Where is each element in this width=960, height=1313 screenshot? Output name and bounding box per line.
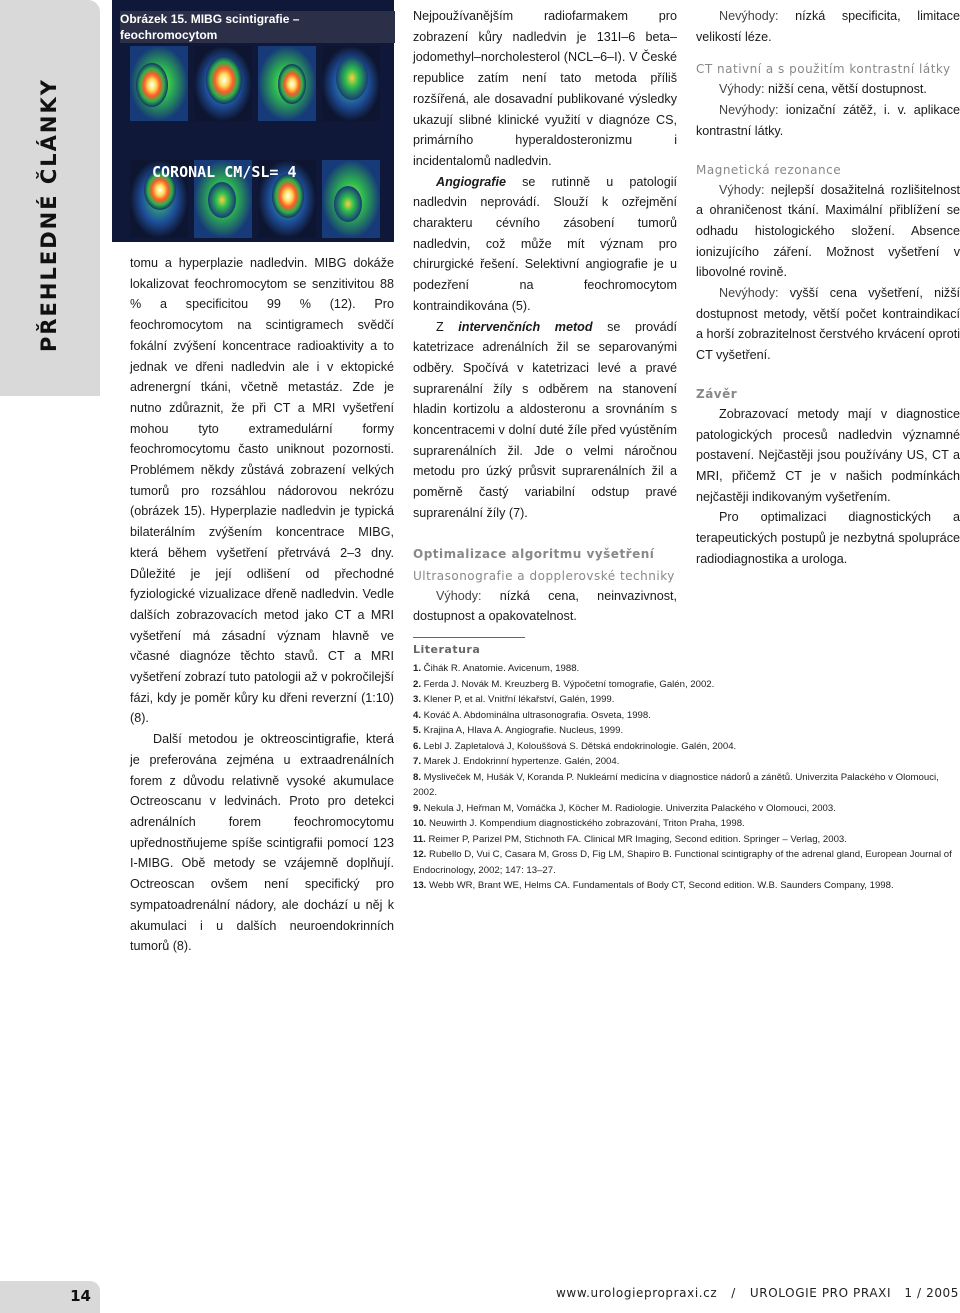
paragraph [696, 6, 960, 47]
section-heading: Závěr [696, 386, 738, 401]
paragraph [413, 317, 677, 524]
reference-number: 7. [413, 756, 422, 767]
label: Nevýhody: [719, 103, 779, 118]
paragraph [696, 79, 960, 100]
references-divider [413, 637, 525, 638]
reference-number: 6. [413, 740, 422, 752]
column-left [130, 253, 394, 957]
paragraph-text: se rutinně u patologií nadledvin neprovádí. Slouží k ozřejmění charakteru cévního zásobení tumorů nadledvin, což může mít význam pro chirurgické řešení. Selektivní angiografie je u podezření na feochromocytom kontraindikována (5). [413, 174, 677, 313]
reference-text: Neuwirth J. Kompendium diagnostického zobrazování, Triton Praha, 1998. [426, 818, 745, 829]
paragraph: Nejpoužívanějším radiofarmakem pro zobrazení kůry nadledvin je 131I–6 beta–jodomethyl–norcholesterol (NCL–6–I). V České republice zatím není tato metoda příliš rozšířená, ale dosavadní publikované výsledky ukazují slibné klinické využití v diagnóze CS, primárního hyperaldosteronizmu i incidentalomů nadledvin. [413, 9, 677, 168]
paragraph-text: se provádí katetrizace adrenálních žil se separovanými odběry. Spočívá v katetrizaci levé a pravé suprarenální žíly s odběrem na stanovení hladin kortizolu a aldosteronu a srovnáním s koncentracemi v dolní duté žíle před vyústěním suprarenálních žil. Jde o velmi náročnou metodu pro úzký průsvit suprarenálních žil a poměrně častý variabilní odstup pravé suprarenální žíly (7). [413, 319, 677, 520]
footer [556, 1286, 960, 1300]
reference-item [413, 754, 960, 770]
reference-number: 13. [413, 880, 427, 891]
reference-text: Mysliveček M, Hušák V, Koranda P. Nukleární medicína v diagnostice nádorů a zánětů. Univerzita Palackého v Olomouci, 2002. [413, 771, 939, 798]
column-middle [413, 6, 677, 627]
paragraph [413, 172, 677, 317]
reference-text: Krajina A, Hlava A. Angiografie. Nucleus, 1999. [421, 725, 624, 736]
reference-number: 12. [413, 849, 427, 860]
reference-text: Lebl J. Zapletalová J, Kolouššová S. Dětská endokrinologie. Galén, 2004. [421, 740, 737, 752]
subheading: Ultrasonografie a dopplerovské techniky [413, 568, 675, 583]
reference-number: 2. [413, 678, 422, 690]
reference-item [413, 847, 960, 878]
website-link[interactable]: www.urologiepropraxi.cz [556, 1286, 718, 1300]
paragraph [696, 100, 960, 141]
reference-number: 4. [413, 709, 422, 721]
paragraph-text: ionizační zátěž, i. v. aplikace kontrastní látky. [696, 103, 960, 138]
reference-text: Čihák R. Anatomie. Avicenum, 1988. [421, 663, 580, 674]
subheading: Magnetická rezonance [696, 162, 842, 177]
reference-text: Marek J. Endokrinní hypertenze. Galén, 2004. [421, 756, 620, 767]
paragraph: Další metodou je oktreoscintigrafie, která je preferována zejména u extraadrenálních forem z důvodu relativně vysoké akumulace Octreoscanu v ledvinách. Proto pro detekci adrenálních forem feochromocytomu upřednostňujeme spíše scintigrafii pomocí 123 I-MIBG. Obě metody se vzájemně doplňují. Octreoscan ovšem není specifický pro sympatoadrenální nádory, ale dochází u něj k akumulaci i u dalších neuroendokrinních tumorů (8). [130, 732, 394, 954]
reference-item [413, 832, 960, 848]
reference-item [413, 708, 960, 724]
reference-number: 8. [413, 771, 422, 783]
paragraph [696, 180, 960, 284]
label: Nevýhody: [719, 9, 779, 23]
reference-text: Rubello D, Vui C, Casara M, Gross D, Fig LM, Shapiro B. Functional scintigraphy of the adrenal gland, European Journal of Endocrinology, 2002; 147: 13–27. [413, 849, 952, 876]
issue-number: 1 / 2005 [904, 1286, 960, 1300]
column-right [696, 6, 960, 569]
page-number: 14 [70, 1287, 91, 1305]
reference-number: 1. [413, 663, 422, 674]
reference-item [413, 677, 960, 693]
reference-number: 3. [413, 694, 422, 705]
reference-text: Reimer P, Parizel PM, Stichnoth FA. Clinical MR Imaging, Second edition. Springer – Verlag, 2003. [425, 833, 847, 845]
term-angiography: Angiografie [436, 174, 506, 189]
paragraph: tomu a hyperplazie nadledvin. MIBG dokáže lokalizovat feochromocytom se senzitivitou 88 % a specificitou 99 % (12). Pro feochromocytom na scintigramech svědčí fokální zvýšení koncentrace radioaktivity a to jednak ve dřeni nadledvin ale i v ektopické adrenergní tkáni, včetně metastáz. Zde je nutno zdůraznit, že při CT a MRI vyšetření mohou tyto extramedulární formy feochromocytomu často uniknout pozornosti. Problémem někdy zůstává zobrazení velkých tumorů pro rozsáhlou nádorovou nekrózu (obrázek 15). Hyperplazie nadledvin je typická bilaterálním zvýšením koncentrace MIBG, která během vyšetření přetrvává 2–3 dny. Důležité je její odlišení od přechodné fyziologické vizualizace dřeně nadledvin. Vedle dalších zobrazovacích metod jako CT a MRI vyšetření má zásadní význam hlavně ve včasné diagnóze těchto stavů. CT a MRI vyšetření zobrazí tuto patologii až v pokročilejší fázi, kdy je poměr kůry ku dřeni reverzní (1:10) (8). [130, 256, 394, 726]
reference-number: 5. [413, 725, 422, 736]
reference-item [413, 801, 960, 817]
label: Nevýhody: [719, 286, 779, 301]
label: Výhody: [719, 82, 765, 97]
reference-number: 10. [413, 818, 427, 829]
reference-item [413, 661, 960, 677]
subheading: CT nativní a s použitím kontrastní látky [696, 62, 951, 77]
reference-number: 11. [413, 833, 426, 845]
reference-text: Klener P, et al. Vnitřní lékařství, Galén, 1999. [421, 694, 615, 705]
reference-text: Kováč A. Abdominálna ultrasonografia. Osveta, 1998. [421, 709, 651, 721]
paragraph-text: nízká specificita, limitace velikostí léze. [696, 9, 960, 44]
reference-text: Ferda J. Novák M. Kreuzberg B. Výpočetní tomografie, Galén, 2002. [421, 678, 715, 690]
paragraph: Zobrazovací metody mají v diagnostice patologických procesů nadledvin významné postavení. Nejčastěji jsou používány US, CT a MRI, přičemž CT je v našich podmínkách nejčastěji indikovaným vyšetřením. [696, 406, 960, 504]
scan-overlay-label: CORONAL CM/SL= 4 [152, 163, 297, 181]
label: Výhody: [719, 182, 765, 197]
reference-item [413, 878, 960, 894]
references-list [413, 661, 960, 894]
journal-name: UROLOGIE PRO PRAXI [749, 1286, 892, 1300]
paragraph [696, 283, 960, 366]
reference-number: 9. [413, 802, 422, 814]
reference-text: Nekula J, Heřman M, Vomáčka J, Köcher M. Radiologie. Univerzita Palackého v Olomouci, 2003. [421, 802, 836, 814]
term-interventional: intervenčních metod [458, 319, 593, 334]
paragraph: Pro optimalizaci diagnostických a terapeutických postupů je nezbytná spolupráce radiodiagnostika a urologa. [696, 510, 960, 566]
section-title-text: PŘEHLEDNÉ ČLÁNKY [37, 78, 61, 352]
paragraph-text: Z [436, 319, 459, 334]
paragraph [413, 586, 677, 627]
paragraph-text: nejlepší dosažitelná rozlišitelnost a ohraničenost tkání. Maximální přiblížení se odhadu histologického složení. Absence ionizujícího záření. Možnost vyšetření v libovolné rovině. [696, 182, 960, 280]
reference-item [413, 692, 960, 708]
page-number-tab [0, 1281, 100, 1313]
label: Výhody: [436, 588, 482, 603]
paragraph-text: nižší cena, větší dostupnost. [764, 82, 927, 97]
reference-text: Webb WR, Brant WE, Helms CA. Fundamentals of Body CT, Second edition. W.B. Saunders Company, 1998. [426, 880, 894, 891]
section-heading: Optimalizace algoritmu vyšetření [413, 546, 655, 561]
reference-item [413, 739, 960, 755]
footer-separator: / [731, 1286, 736, 1300]
references-heading: Literatura [413, 643, 481, 656]
figure-caption: Obrázek 15. MIBG scintigrafie – feochromocytom [120, 11, 395, 43]
paragraph-text: vyšší cena vyšetření, nižší dostupnost metody, větší počet kontraindikací a horší zobrazitelnost čerstvého krvácení oproti CT vyšetření. [696, 286, 960, 363]
reference-item [413, 816, 960, 832]
paragraph-text: nízká cena, neinvazivnost, dostupnost a opakovatelnost. [413, 588, 677, 624]
reference-item [413, 770, 960, 801]
reference-item [413, 723, 960, 739]
